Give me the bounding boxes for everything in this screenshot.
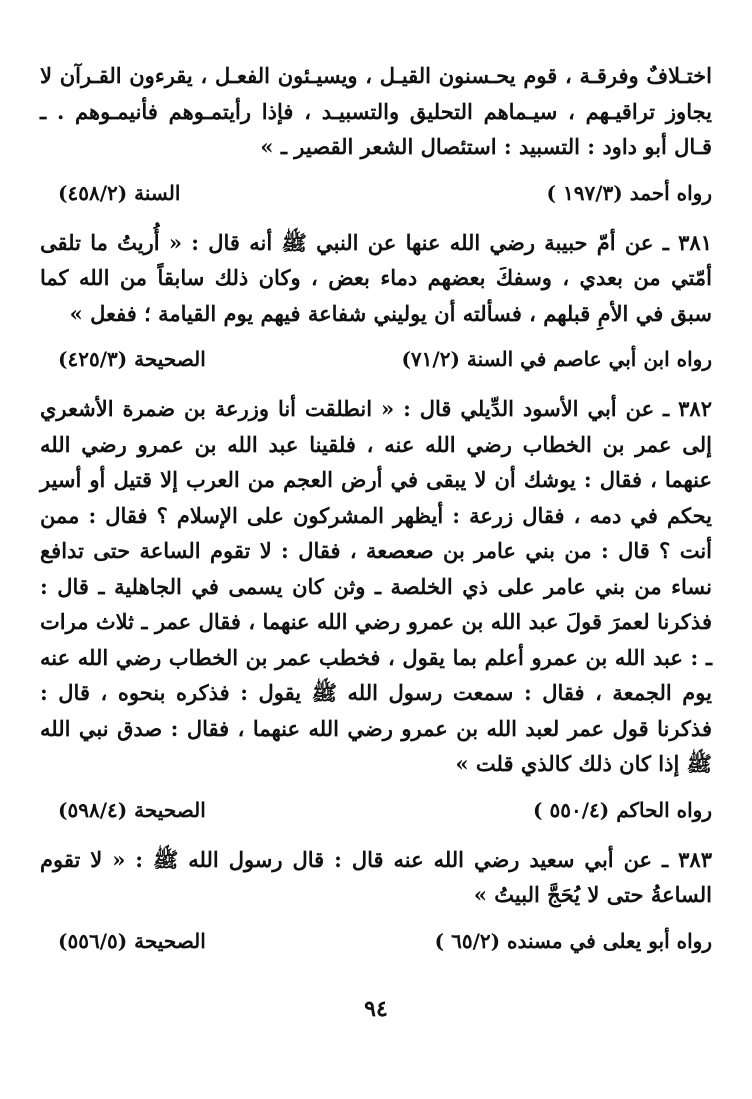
hadith-paragraph: ٣٨٣ ـ عن أبي سعيد رضي الله عنه قال : قال رسول الله ﷺ : « لا تقوم الساعةُ حتى لا يُحَجَّ البيتُ » [40,846,712,907]
source-reference: رواه الحاكم (٥٥٠/٤ ) [533,797,712,822]
page-content [40,58,712,973]
hadith-paragraph: اختـلافٌ وفرقـة ، قوم يحـسنون القيـل ، ويسيـئون الفعـل ، يقرءون القـرآن لا يجاوز تراقيـهم ، سيـماهم التحليق والتسبيـد ، فإذا رأيتمـوهم فأنيمـوهم . ـ قـال أبو داود : التسبيد : استئصال الشعر القصير ـ » [40,63,712,159]
source-line [40,343,712,375]
source-line [40,925,712,957]
source-reference: رواه أحمد (١٩٧/٣ ) [546,180,712,205]
grade-reference: الصحيحة (٥٥٦/٥) [58,928,206,953]
source-line [40,794,712,826]
source-reference: رواه أبو يعلى في مسنده (٦٥/٢ ) [434,928,712,953]
source-line [40,177,712,209]
hadith-paragraph: ٣٨٢ ـ عن أبي الأسود الدِّيلي قال : « انطلقت أنا وزرعة بن ضمرة الأشعري إلى عمر بن الخطاب رضي الله عنه ، فلقينا عبد الله بن عمرو رضي الله عنهما ، فقال : يوشك أن لا يبقى في أرض العجم من العرب إلا قتيل أو أسير يحكم في دمه ، فقال زرعة : أيظهر المشركون على الإسلام ؟ فقال : ممن أنت ؟ قال : من بني عامر بن صعصعة ، فقال : لا تقوم الساعة حتى تدافع نساء من بني عامر على ذي الخلصة ـ وثن كان يسمى في الجاهلية ـ قال : فذكرنا لعمرَ قولَ عبد الله بن عمرو رضي الله عنهما ، فقال عمر ـ ثلاث مرات ـ : عبد الله بن عمرو أعلم بما يقول ، فخطب عمر بن الخطاب رضي الله عنه يوم الجمعة ، فقال : سمعت رسول الله ﷺ يقول : فذكره بنحوه ، قال : فذكرنا قول عمر لعبد الله بن عمرو رضي الله عنهما ، فقال : صدق نبي الله ﷺ إذا كان ذلك كالذي قلت » [40,396,712,776]
grade-reference: السنة (٤٥٨/٢) [58,180,181,205]
page-number: ٩٤ [364,996,388,1022]
source-reference: رواه ابن أبي عاصم في السنة (٧١/٢) [401,347,712,371]
hadith-paragraph: ٣٨١ ـ عن أمّ حبيبة رضي الله عنها عن النبي ﷺ أنه قال : « أُريتُ ما تلقى أمّتي من بعدي ، وسفكَ بعضهم دماء بعض ، وكان ذلك سابقاً من الله كما سبق في الأمِ قبلهم ، فسألته أن يوليني شفاعة فيهم يوم القيامة ؛ ففعل » [40,229,712,326]
grade-reference: الصحيحة (٥٩٨/٤) [58,797,206,822]
grade-reference: الصحيحة (٤٢٥/٣) [58,347,206,371]
